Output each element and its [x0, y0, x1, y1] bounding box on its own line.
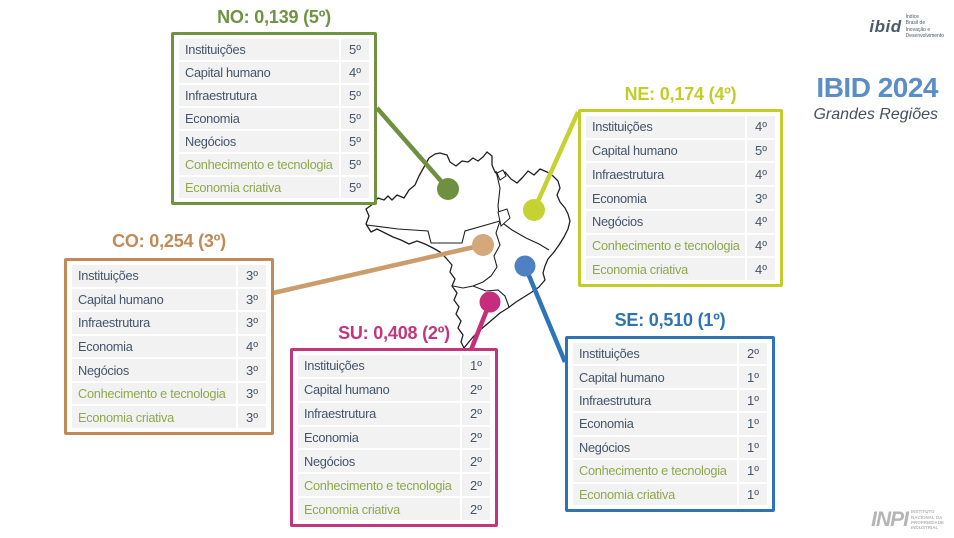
category-label: Capital humano [72, 289, 236, 311]
rank-value: 4º [747, 258, 775, 280]
table-row [179, 62, 369, 83]
map-marker-co [472, 234, 494, 256]
table-row [72, 312, 266, 334]
rank-value: 2º [462, 498, 490, 520]
table-row [573, 366, 767, 387]
rank-value: 3º [238, 289, 266, 311]
category-label: Economia [72, 336, 236, 358]
category-label: Conhecimento e tecnologia [586, 235, 745, 257]
rank-value: 2º [739, 343, 767, 364]
table-row [298, 450, 490, 472]
rank-value: 5º [747, 140, 775, 162]
rank-value: 5º [341, 154, 369, 175]
category-label: Conhecimento e tecnologia [179, 154, 339, 175]
rank-value: 3º [238, 265, 266, 287]
category-label: Instituições [298, 355, 460, 377]
inpi-logo [871, 508, 944, 532]
rank-value: 5º [341, 177, 369, 198]
category-label: Economia [179, 108, 339, 129]
table-row [573, 343, 767, 364]
category-label: Conhecimento e tecnologia [573, 460, 737, 481]
region-title-no: NO: 0,139 (5º) [217, 7, 331, 27]
rank-value: 2º [462, 403, 490, 425]
table-row [72, 289, 266, 311]
category-label: Capital humano [179, 62, 339, 83]
rank-value: 3º [238, 406, 266, 428]
rank-value: 4º [747, 235, 775, 257]
category-label: Economia criativa [573, 484, 737, 505]
category-label: Economia [573, 413, 737, 434]
rank-value: 3º [238, 312, 266, 334]
category-label: Infraestrutura [72, 312, 236, 334]
rank-value: 2º [462, 427, 490, 449]
category-label: Infraestrutura [573, 390, 737, 411]
region-box-no [171, 32, 377, 205]
table-row [573, 460, 767, 481]
category-label: Negócios [179, 131, 339, 152]
rank-value: 4º [747, 211, 775, 233]
category-label: Capital humano [298, 379, 460, 401]
table-row [179, 108, 369, 129]
ibid-logo-caption: Índice Brasil de Inovação e Desenvolvimento [905, 14, 944, 39]
table-row [573, 437, 767, 458]
rank-value: 2º [462, 379, 490, 401]
rank-value: 1º [739, 484, 767, 505]
rank-value: 1º [739, 366, 767, 387]
table-row [179, 39, 369, 60]
category-label: Infraestrutura [586, 163, 745, 185]
category-label: Economia criativa [586, 258, 745, 280]
table-row [298, 498, 490, 520]
ibid-logo [869, 14, 944, 39]
inpi-logo-caption: INSTITUTO NACIONAL DA PROPRIEDADE INDUSTRIAL [910, 509, 944, 531]
table-row [573, 484, 767, 505]
table-row [573, 390, 767, 411]
rank-value: 3º [747, 187, 775, 209]
rank-value: 1º [739, 390, 767, 411]
rank-value: 4º [747, 116, 775, 138]
category-label: Capital humano [586, 140, 745, 162]
title-block [813, 72, 938, 124]
map-marker-ne [523, 199, 545, 221]
region-box-ne [578, 109, 783, 287]
rank-value: 1º [462, 355, 490, 377]
page-title: IBID 2024 [816, 72, 938, 103]
table-row [586, 187, 775, 209]
category-label: Infraestrutura [298, 403, 460, 425]
rank-value: 5º [341, 108, 369, 129]
rank-value: 2º [462, 450, 490, 472]
region-title-su: SU: 0,408 (2º) [338, 323, 450, 343]
table-row [573, 413, 767, 434]
rank-value: 4º [341, 62, 369, 83]
ibid-logo-mark: ibid [869, 16, 902, 36]
table-row [298, 379, 490, 401]
category-label: Negócios [72, 359, 236, 381]
table-row [72, 406, 266, 428]
table-row [72, 265, 266, 287]
connector-line-no [377, 108, 448, 189]
rank-value: 4º [238, 336, 266, 358]
table-row [586, 235, 775, 257]
table-row [179, 131, 369, 152]
category-label: Economia [586, 187, 745, 209]
region-title-co: CO: 0,254 (3º) [112, 231, 226, 251]
table-row [586, 116, 775, 138]
rank-value: 1º [739, 413, 767, 434]
page-subtitle: Grandes Regiões [813, 106, 938, 123]
category-label: Negócios [298, 450, 460, 472]
table-row [586, 163, 775, 185]
region-box-co [64, 258, 274, 435]
region-title-ne: NE: 0,174 (4º) [624, 84, 737, 104]
table-row [179, 177, 369, 198]
category-label: Instituições [573, 343, 737, 364]
inpi-logo-mark: INPI [871, 508, 908, 531]
category-label: Economia criativa [179, 177, 339, 198]
rank-value: 4º [747, 163, 775, 185]
category-label: Negócios [573, 437, 737, 458]
table-row [586, 140, 775, 162]
category-label: Economia criativa [72, 406, 236, 428]
table-row [72, 359, 266, 381]
table-row [586, 258, 775, 280]
table-row [298, 474, 490, 496]
rank-value: 1º [739, 460, 767, 481]
region-box-su [290, 348, 498, 527]
map-marker-no [437, 178, 459, 200]
category-label: Negócios [586, 211, 745, 233]
region-box-se [565, 336, 775, 512]
map-marker-se [515, 256, 536, 277]
table-row [179, 154, 369, 175]
table-row [179, 85, 369, 106]
category-label: Instituições [179, 39, 339, 60]
category-label: Conhecimento e tecnologia [72, 383, 236, 405]
category-label: Instituições [586, 116, 745, 138]
rank-value: 5º [341, 131, 369, 152]
table-row [298, 427, 490, 449]
table-row [298, 403, 490, 425]
category-label: Infraestrutura [179, 85, 339, 106]
category-label: Instituições [72, 265, 236, 287]
table-row [298, 355, 490, 377]
map-marker-su [480, 292, 501, 313]
category-label: Conhecimento e tecnologia [298, 474, 460, 496]
rank-value: 1º [739, 437, 767, 458]
table-row [72, 383, 266, 405]
rank-value: 5º [341, 85, 369, 106]
category-label: Economia criativa [298, 498, 460, 520]
table-row [72, 336, 266, 358]
category-label: Capital humano [573, 366, 737, 387]
rank-value: 3º [238, 383, 266, 405]
table-row [586, 211, 775, 233]
rank-value: 2º [462, 474, 490, 496]
rank-value: 5º [341, 39, 369, 60]
category-label: Economia [298, 427, 460, 449]
region-title-se: SE: 0,510 (1º) [614, 310, 726, 330]
rank-value: 3º [238, 359, 266, 381]
